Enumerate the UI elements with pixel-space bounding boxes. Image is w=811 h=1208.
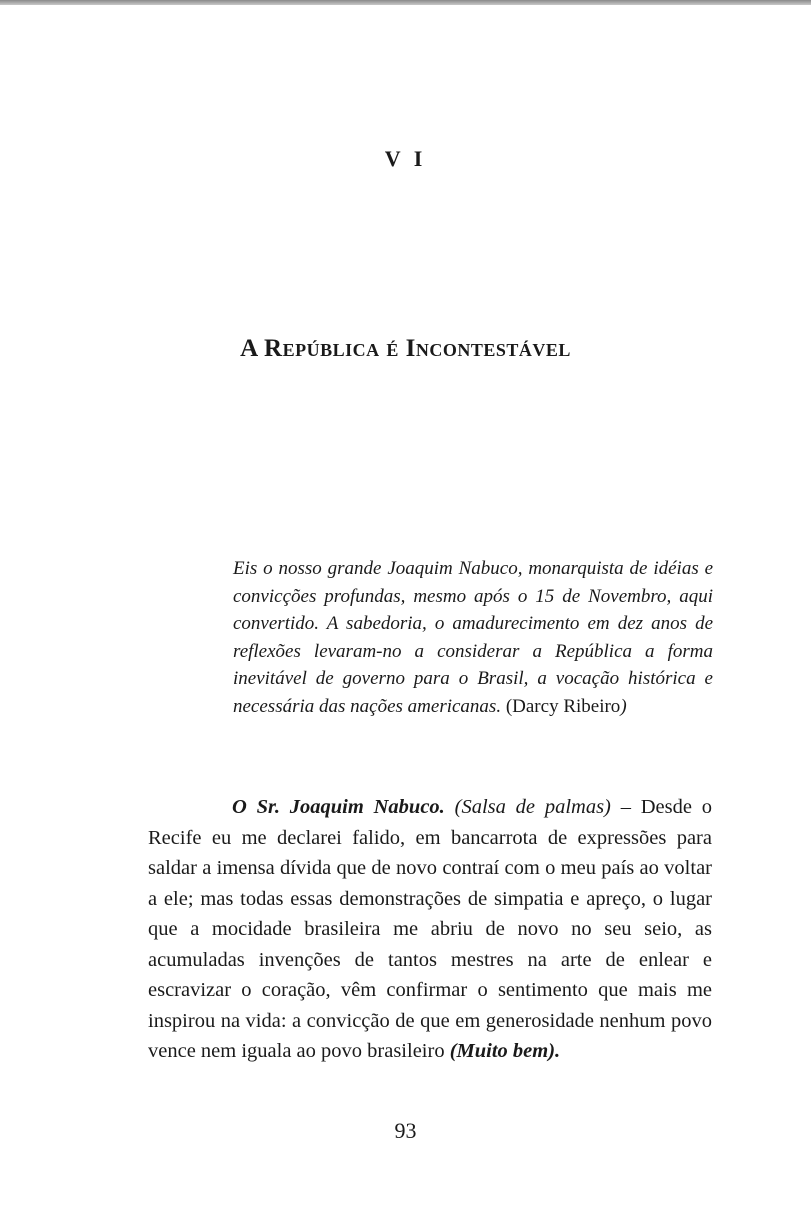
chapter-number: V I	[384, 146, 427, 171]
speech-text: – Desde o Recife eu me declarei falido, em bancarrota de expressões para saldar a imensa dívida que de novo contraí com o meu país ao voltar a ele; mas todas essas demonstrações de simpatia e apreço, o lugar que a mocidade brasileira me abriu de novo no seu seio, as acumuladas invenções de tantos mestres na arte de enlear e escravizar o coração, vêm confirmar o sentimento que mais me inspirou na vida: a convicção de que em generosidade nenhum povo vence nem iguala ao povo brasileiro	[148, 796, 713, 1062]
epigraph	[233, 555, 713, 720]
speaker-name: O Sr. Joaquim Nabuco.	[232, 796, 445, 818]
page-number: 93	[394, 1118, 417, 1143]
chapter-title: A República é Incontestável	[240, 335, 571, 362]
epigraph-attribution-close: )	[620, 695, 627, 717]
applause-note: (Muito bem).	[449, 1040, 561, 1062]
speech-body	[148, 792, 712, 1067]
page-top-edge	[0, 0, 811, 5]
stage-note: (Salsa de palmas)	[454, 796, 611, 818]
epigraph-attribution: (Darcy Ribeiro	[505, 695, 621, 717]
speech-paragraph	[148, 792, 712, 1067]
epigraph-quote: Eis o nosso grande Joaquim Nabuco, monarquista de idéias e convicções profundas, mesmo após o 15 de Novembro, aqui convertido. A sabedoria, o amadurecimento em dez anos de reflexões levaram-no a considerar a República a forma inevitável de governo para o Brasil, a vocação histórica e necessária das nações americanas.	[233, 558, 713, 717]
